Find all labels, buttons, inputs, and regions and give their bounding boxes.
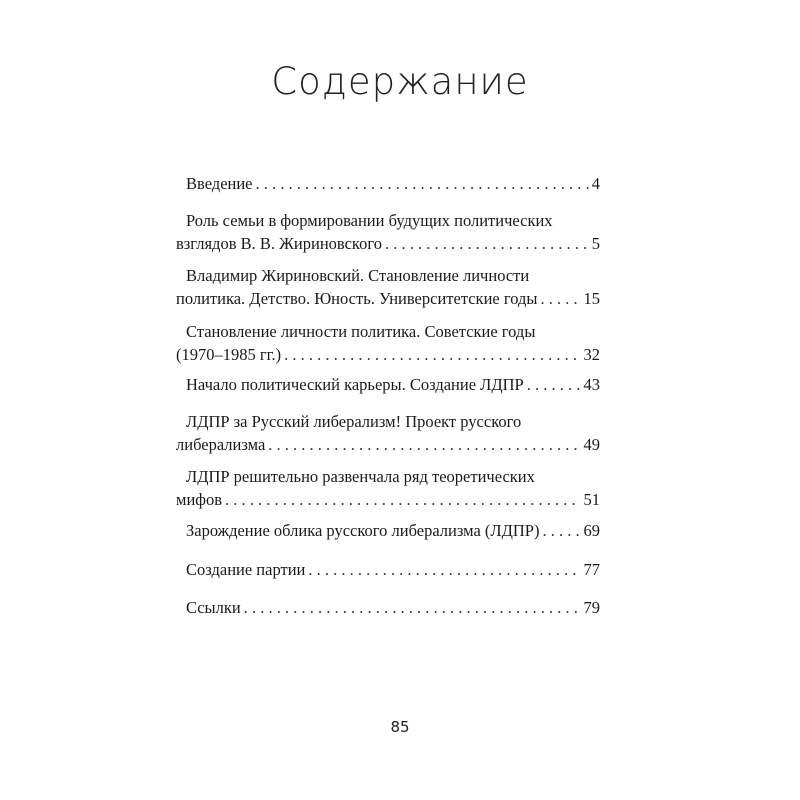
- dot-leader: [308, 558, 580, 581]
- dot-leader: [244, 596, 581, 619]
- toc-entry-personality-formation: [176, 264, 600, 310]
- toc-entry-title: Введение: [186, 174, 253, 193]
- toc-entry-title-line1: Становление личности политика. Советские годы: [186, 322, 536, 341]
- page-number: 85: [390, 718, 410, 736]
- toc-page-number: 79: [583, 598, 600, 617]
- toc-entry-title-line2: мифов: [176, 490, 223, 509]
- toc-entry-introduction: [176, 172, 600, 195]
- dot-leader: [284, 343, 580, 366]
- toc-page-number: 4: [591, 174, 600, 193]
- toc-entry-career-start: [176, 373, 600, 396]
- toc-page-number: 51: [583, 490, 600, 509]
- toc-page-number: 49: [583, 435, 600, 454]
- toc-entry-title: Зарождение облика русского либерализма (ЛДПР): [186, 521, 540, 540]
- dot-leader: [527, 373, 581, 396]
- toc-entry-title-line1: ЛДПР решительно развенчала ряд теоретических: [186, 467, 535, 486]
- toc-entry-title: Начало политический карьеры. Создание ЛДПР: [186, 375, 524, 394]
- toc-entry-origin: [176, 519, 600, 542]
- toc-page-number: 15: [583, 289, 600, 308]
- dot-leader: [268, 433, 580, 456]
- toc-entry-party-creation: [176, 558, 600, 581]
- toc-entry-soviet-years: [176, 320, 600, 366]
- toc-entry-references: [176, 596, 600, 619]
- dot-leader: [542, 519, 580, 542]
- toc-page-number: 69: [583, 521, 600, 540]
- dot-leader: [225, 488, 580, 511]
- toc-page-number: 32: [583, 345, 600, 364]
- toc-entry-title-line2: взглядов В. В. Жириновского: [176, 234, 382, 253]
- toc-entry-title-line2: (1970–1985 гг.): [176, 345, 282, 364]
- page-title: Содержание: [271, 60, 529, 103]
- toc-entry-title-line2: либерализма: [176, 435, 266, 454]
- toc-entry-myths: [176, 465, 600, 511]
- dot-leader: [540, 287, 580, 310]
- toc-entry-title-line2: политика. Детство. Юность. Университетские годы: [176, 289, 538, 308]
- toc-entry-title-line1: ЛДПР за Русский либерализм! Проект русского: [186, 412, 522, 431]
- toc-entry-title-line1: Роль семьи в формировании будущих политических: [186, 211, 553, 230]
- toc-entry-title: Создание партии: [186, 560, 306, 579]
- toc-entry-title-line1: Владимир Жириновский. Становление личности: [186, 266, 530, 285]
- toc-entry-title: Ссылки: [186, 598, 241, 617]
- toc-entry-family-role: [176, 209, 600, 255]
- dot-leader: [385, 232, 589, 255]
- toc-page-number: 43: [583, 375, 600, 394]
- dot-leader: [256, 172, 589, 195]
- toc-page-number: 77: [583, 560, 600, 579]
- toc-page-number: 5: [591, 234, 600, 253]
- toc-entry-russian-liberalism: [176, 410, 600, 456]
